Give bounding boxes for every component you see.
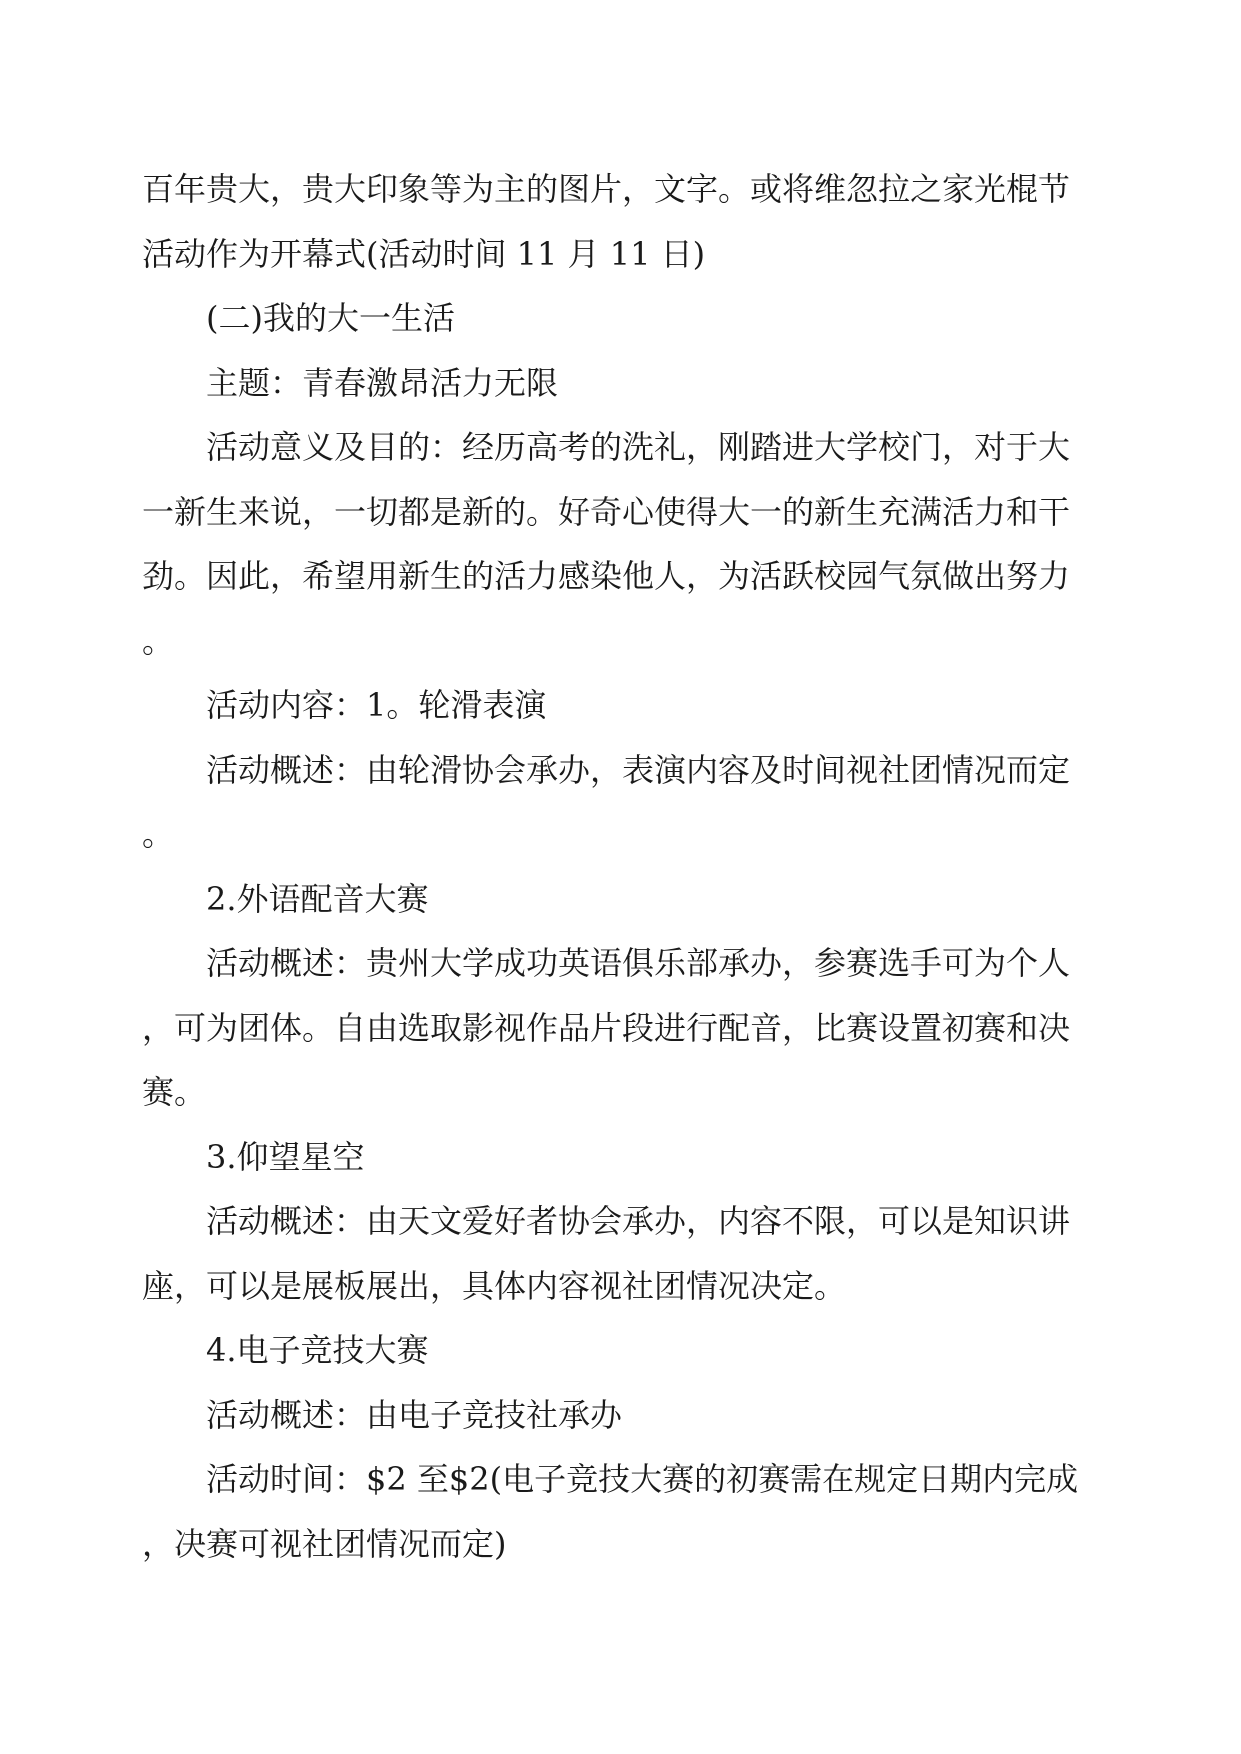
text-line: 活动内容：1。轮滑表演 [206,686,547,724]
section-heading: (二)我的大一生活 [206,299,455,337]
text-line: ，可为团体。自由选取影视作品片段进行配音，比赛设置初赛和决 [142,1008,1071,1047]
document-body [142,157,1102,1576]
text-line: 活动时间：$2 至$2(电子竞技大赛的初赛需在规定日期内完成 [206,1460,1079,1498]
text-line: 活动概述：由轮滑协会承办，表演内容及时间视社团情况而定 [206,750,1071,789]
text-line: ，决赛可视社团情况而定) [142,1524,507,1563]
list-item-heading: 4.电子竞技大赛 [206,1331,429,1369]
text-line: 活动概述：由电子竞技社承办 [206,1395,623,1434]
text-line: 活动概述：由天文爱好者协会承办，内容不限，可以是知识讲 [206,1202,1071,1240]
text-line: 。 [142,815,175,853]
text-line: 活动意义及目的：经历高考的洗礼，刚踏进大学校门，对于大 [206,428,1071,466]
text-line: 活动作为开幕式(活动时间 11 月 11 日) [142,234,706,273]
text-line: 一新生来说，一切都是新的。好奇心使得大一的新生充满活力和干 [142,492,1071,531]
text-line: 主题：青春激昂活力无限 [206,363,559,402]
list-item-heading: 2.外语配音大赛 [206,879,429,918]
text-line: 活动概述：贵州大学成功英语俱乐部承办，参赛选手可为个人 [206,944,1071,982]
list-item-heading: 3.仰望星空 [206,1137,365,1176]
text-line: 劲。因此，希望用新生的活力感染他人，为活跃校园气氛做出努力 [142,557,1071,595]
text-line: 。 [142,621,175,660]
text-line: 座，可以是展板展出，具体内容视社团情况决定。 [142,1266,847,1305]
text-line: 赛。 [142,1073,207,1111]
text-line: 百年贵大，贵大印象等为主的图片，文字。或将维忽拉之家光棍节 [142,170,1071,208]
